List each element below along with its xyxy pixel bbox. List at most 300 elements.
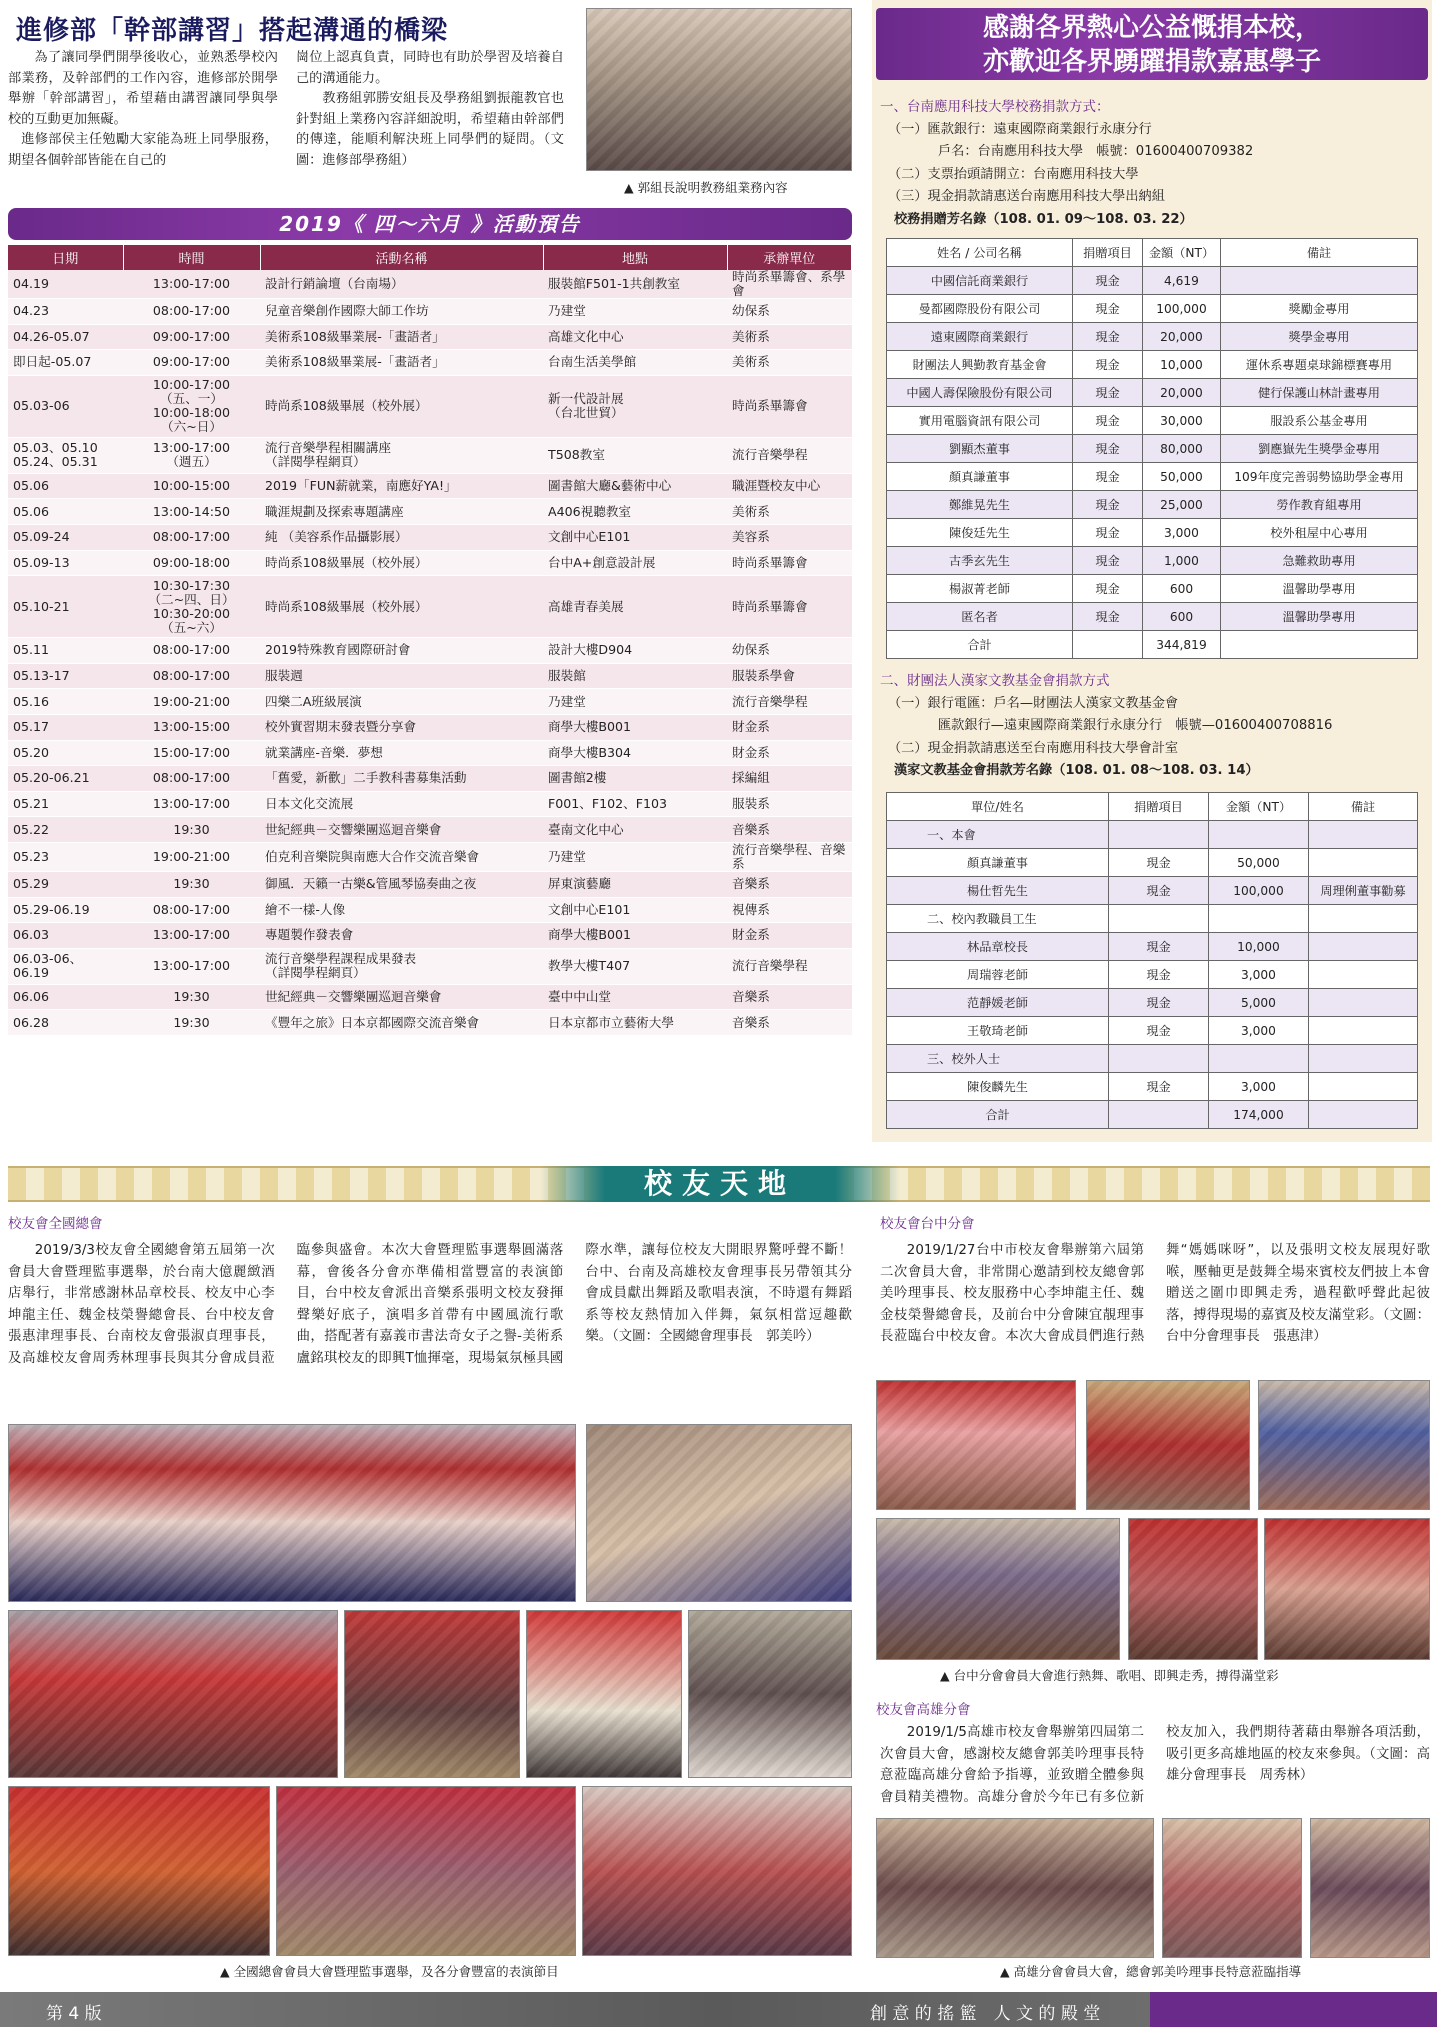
taichung-photo-4 — [876, 1518, 1120, 1660]
table-row — [8, 714, 852, 740]
activity-header: 承辦單位 — [727, 245, 852, 270]
activity-cell: 屏東演藝廳 — [543, 871, 727, 897]
activity-cell: 08:00-17:00 — [123, 897, 260, 923]
national-photo-1 — [8, 1424, 576, 1602]
activity-cell: 音樂系 — [727, 984, 852, 1010]
activity-cell: 05.09-13 — [8, 550, 123, 576]
donation-cell: 174,000 — [1209, 1101, 1309, 1129]
info-line: 戶名：台南應用科技大學 帳號：01600400709382 — [938, 144, 1254, 159]
activity-cell: 13:00-17:00 — [123, 948, 260, 984]
taichung-photo-3 — [1258, 1380, 1430, 1510]
donation-cell — [1209, 1045, 1309, 1073]
activity-cell: 05.22 — [8, 817, 123, 843]
activity-cell: 2019特殊教育國際研討會 — [260, 638, 543, 664]
donation-cell: 中國信託商業銀行 — [887, 267, 1073, 295]
donation-cell: 勞作教育組專用 — [1221, 491, 1418, 519]
donation-cell: 現金 — [1109, 961, 1209, 989]
activity-cell: 世紀經典－交響樂團巡迴音樂會 — [260, 984, 543, 1010]
donation-cell: 80,000 — [1143, 435, 1221, 463]
table-row — [8, 984, 852, 1010]
activity-cell: 高雄青春美展 — [543, 576, 727, 638]
donation-cell: 現金 — [1073, 575, 1143, 603]
activity-cell: 日本文化交流展 — [260, 791, 543, 817]
footer-slogan: 創 意 的 搖 籃 人 文 的 殿 堂 — [870, 2004, 1101, 2024]
footer-accent — [1150, 1992, 1437, 2027]
activity-cell: 視傳系 — [727, 897, 852, 923]
lecture-photo — [586, 8, 852, 171]
donation-cell: 楊淑菁老師 — [887, 575, 1073, 603]
donation-cell: 財團法人興勤教育基金會 — [887, 351, 1073, 379]
activity-cell: 10:00-15:00 — [123, 473, 260, 499]
activity-cell: 19:00-21:00 — [123, 842, 260, 871]
activity-header: 活動名稱 — [260, 245, 543, 270]
donation-cell: 遠東國際商業銀行 — [887, 323, 1073, 351]
activity-cell: 美容系 — [727, 524, 852, 550]
activity-cell: 教學大樓T407 — [543, 948, 727, 984]
donation-cell — [1109, 821, 1209, 849]
activity-cell: 時尚系畢籌會 — [727, 550, 852, 576]
donation-cell — [1221, 631, 1418, 659]
activity-cell: 音樂系 — [727, 1010, 852, 1036]
donation-cell: 現金 — [1109, 1017, 1209, 1045]
table-row — [887, 961, 1418, 989]
activity-banner: 2019《 四～六月 》活動預告 — [8, 208, 852, 240]
donation-cell — [1309, 1045, 1418, 1073]
activity-cell: 05.06 — [8, 499, 123, 525]
donation-cell: 20,000 — [1143, 323, 1221, 351]
table-row — [887, 575, 1418, 603]
national-photo-4 — [344, 1610, 520, 1778]
table-row — [8, 948, 852, 984]
activity-cell: 09:00-18:00 — [123, 550, 260, 576]
activity-cell: 御風．天籟一古樂&管風琴協奏曲之夜 — [260, 871, 543, 897]
table-row — [887, 821, 1418, 849]
taichung-caption: ▲ 台中分會會員大會進行熱舞、歌唱、即興走秀，搏得滿堂彩 — [940, 1668, 1279, 1683]
donation-cell — [1309, 821, 1418, 849]
donation-cell: 溫馨助學專用 — [1221, 603, 1418, 631]
activity-cell: 時尚系108級畢展（校外展） — [260, 375, 543, 437]
national-photo-7 — [8, 1786, 270, 1956]
table-row — [887, 407, 1418, 435]
activity-cell: 兒童音樂創作國際大師工作坊 — [260, 299, 543, 325]
donation-cell — [1309, 933, 1418, 961]
activity-cell: 文創中心E101 — [543, 524, 727, 550]
activity-cell: 15:00-17:00 — [123, 740, 260, 766]
taichung-photo-5 — [1128, 1518, 1258, 1660]
donation-cell: 周瑞蓉老師 — [887, 961, 1109, 989]
donation-cell: 健行保護山林計畫專用 — [1221, 379, 1418, 407]
donation-cell: 1,000 — [1143, 547, 1221, 575]
table-row — [8, 766, 852, 792]
donation-cell: 溫馨助學專用 — [1221, 575, 1418, 603]
banner-line: 亦歡迎各界踴躍捐款嘉惠學子 — [982, 47, 1321, 77]
activity-cell: 05.29-06.19 — [8, 897, 123, 923]
table-row — [887, 491, 1418, 519]
table-row — [8, 923, 852, 949]
activity-cell: 專題製作發表會 — [260, 923, 543, 949]
article-title: 進修部「幹部講習」搭起溝通的橋梁 — [16, 16, 449, 46]
activity-cell: 乃建堂 — [543, 689, 727, 715]
activity-cell: 日本京都市立藝術大學 — [543, 1010, 727, 1036]
activity-cell: 13:00-17:00 — [123, 791, 260, 817]
donation-header: 姓名 / 公司名稱 — [887, 239, 1073, 267]
national-caption: ▲ 全國總會會員大會暨理監事選舉，及各分會豐富的表演節目 — [220, 1964, 559, 1979]
activity-cell: 06.28 — [8, 1010, 123, 1036]
activity-cell: 05.21 — [8, 791, 123, 817]
donation-cell: 600 — [1143, 603, 1221, 631]
activity-cell: 高雄文化中心 — [543, 324, 727, 350]
activity-cell: 19:30 — [123, 817, 260, 843]
donation-cell: 校外租屋中心專用 — [1221, 519, 1418, 547]
donation-cell — [1309, 1073, 1418, 1101]
table-row — [887, 267, 1418, 295]
donation-cell: 30,000 — [1143, 407, 1221, 435]
donation-cell: 現金 — [1109, 1073, 1209, 1101]
activity-cell: 13:00-17:00 （週五） — [123, 437, 260, 473]
donation-section2 — [880, 670, 1425, 783]
activity-cell: 職涯規劃及探索專題講座 — [260, 499, 543, 525]
activity-cell: 美術系 — [727, 499, 852, 525]
activity-cell: 06.06 — [8, 984, 123, 1010]
activity-cell: 04.19 — [8, 270, 123, 299]
donation-cell: 109年度完善弱勢協助學金專用 — [1221, 463, 1418, 491]
activity-cell: F001、F102、F103 — [543, 791, 727, 817]
donation-cell: 二、校內教職員工生 — [887, 905, 1109, 933]
taichung-text — [880, 1240, 1430, 1374]
activity-cell: 設計行銷論壇（台南場） — [260, 270, 543, 299]
kaohsiung-paragraph: 2019/1/5高雄市校友會舉辦第四屆第二次會員大會，感謝校友總會郭美吟理事長特意蒞臨高雄分會給予指導，並致贈全體參與會員精美禮物。高雄分會於今年已有多位新校友加入，我們期待著藉由舉辦各項活動，吸引更多高雄地區的校友來參與。（文圖：高雄分會理事長 周秀林） — [880, 1725, 1430, 1805]
activity-header: 日期 — [8, 245, 123, 270]
donation-cell: 古季玄先生 — [887, 547, 1073, 575]
article-col2: 崗位上認真負責，同時也有助於學習及培養自己的溝通能力。 教務組郭勝安組長及學務組劉振龍教官也針對組上業務內容詳細說明，希望藉由幹部們的傳達，能順利解決班上同學們的疑問。（文圖：進修部學務組） — [296, 48, 564, 171]
table-row — [8, 350, 852, 376]
donation-cell: 鄭維晃先生 — [887, 491, 1073, 519]
donation-cell: 范靜媛老師 — [887, 989, 1109, 1017]
donation-cell: 50,000 — [1209, 849, 1309, 877]
activity-cell: 10:30-17:30 （二~四、日） 10:30-20:00 （五~六） — [123, 576, 260, 638]
activity-cell: 職涯暨校友中心 — [727, 473, 852, 499]
activity-cell: 05.09-24 — [8, 524, 123, 550]
national-photo-3 — [8, 1610, 338, 1778]
donation-cell: 100,000 — [1209, 877, 1309, 905]
activity-cell: 美術系108級畢業展-「畫語者」 — [260, 350, 543, 376]
national-photo-8 — [276, 1786, 576, 1956]
activity-header: 時間 — [123, 245, 260, 270]
activity-cell: 08:00-17:00 — [123, 663, 260, 689]
national-photo-2 — [586, 1424, 852, 1602]
donation-cell: 10,000 — [1143, 351, 1221, 379]
table-row — [887, 1101, 1418, 1129]
donation-cell: 陳俊廷先生 — [887, 519, 1073, 547]
alumni-banner-title: 校友天地 — [540, 1166, 900, 1202]
activity-cell: 服裝系學會 — [727, 663, 852, 689]
table-row — [887, 323, 1418, 351]
table-row — [8, 871, 852, 897]
activity-cell: 09:00-17:00 — [123, 324, 260, 350]
activity-cell: 08:00-17:00 — [123, 299, 260, 325]
table-row — [8, 791, 852, 817]
activity-cell: 05.10-21 — [8, 576, 123, 638]
donation-header: 金額（NT） — [1209, 793, 1309, 821]
table-row — [887, 1017, 1418, 1045]
donation-cell — [1309, 1101, 1418, 1129]
table-row — [8, 524, 852, 550]
donation-header: 備註 — [1221, 239, 1418, 267]
donation-cell: 3,000 — [1143, 519, 1221, 547]
info-line: （一）銀行電匯：戶名—財團法人漢家文教基金會 — [888, 695, 1179, 711]
donation-cell: 100,000 — [1143, 295, 1221, 323]
national-photo-9 — [582, 1786, 852, 1956]
table-row — [887, 435, 1418, 463]
info-line: （二）支票抬頭請開立：台南應用科技大學 — [888, 166, 1139, 182]
table-row — [887, 631, 1418, 659]
donation-cell: 獎勵金專用 — [1221, 295, 1418, 323]
activity-cell: 美術系 — [727, 324, 852, 350]
activity-cell: 19:30 — [123, 1010, 260, 1036]
activity-cell: 13:00-17:00 — [123, 923, 260, 949]
activity-cell: 流行音樂學程、音樂系 — [727, 842, 852, 871]
activity-cell: 06.03 — [8, 923, 123, 949]
activity-header: 地點 — [543, 245, 727, 270]
activity-cell: A406視聽教室 — [543, 499, 727, 525]
donation-cell — [1221, 267, 1418, 295]
table-row — [8, 576, 852, 638]
activity-cell: 財金系 — [727, 714, 852, 740]
donation-cell — [1109, 1045, 1209, 1073]
donation-section1 — [880, 96, 1425, 231]
donation-cell — [1309, 849, 1418, 877]
donation-cell: 中國人壽保險股份有限公司 — [887, 379, 1073, 407]
national-text — [8, 1240, 852, 1422]
donation-cell: 現金 — [1109, 849, 1209, 877]
activity-cell: 08:00-17:00 — [123, 524, 260, 550]
donation-cell: 5,000 — [1209, 989, 1309, 1017]
table-row — [887, 989, 1418, 1017]
taichung-photo-6 — [1264, 1518, 1430, 1660]
table-row — [8, 375, 852, 437]
donation-cell: 三、校外人士 — [887, 1045, 1109, 1073]
donation-cell: 50,000 — [1143, 463, 1221, 491]
table-row — [887, 379, 1418, 407]
activity-cell: 世紀經典－交響樂團巡迴音樂會 — [260, 817, 543, 843]
donation-cell: 現金 — [1109, 877, 1209, 905]
table-row — [8, 550, 852, 576]
donation-cell: 現金 — [1073, 379, 1143, 407]
activity-cell: 財金系 — [727, 740, 852, 766]
table-row — [887, 295, 1418, 323]
donation-cell: 現金 — [1073, 491, 1143, 519]
donation-cell: 3,000 — [1209, 961, 1309, 989]
table-row — [887, 603, 1418, 631]
donation-cell: 現金 — [1073, 463, 1143, 491]
table-row — [8, 473, 852, 499]
activity-cell: 06.03-06、 06.19 — [8, 948, 123, 984]
donation-cell — [1109, 1101, 1209, 1129]
activity-cell: 05.03、05.10 05.24、05.31 — [8, 437, 123, 473]
activity-cell: 流行音樂學程課程成果發表 （詳閱學程網頁） — [260, 948, 543, 984]
activity-cell: 服裝館F501-1共創教室 — [543, 270, 727, 299]
donation-table1-wrap — [886, 238, 1418, 659]
activity-cell: 05.11 — [8, 638, 123, 664]
activity-cell: 05.17 — [8, 714, 123, 740]
donation-cell: 現金 — [1109, 989, 1209, 1017]
activity-cell: 幼保系 — [727, 638, 852, 664]
activity-cell: 台南生活美學館 — [543, 350, 727, 376]
page-number: 第 4 版 — [46, 2004, 102, 2024]
activity-cell: 19:30 — [123, 871, 260, 897]
activity-cell: 19:00-21:00 — [123, 689, 260, 715]
activity-cell: 時尚系畢籌會、系學會 — [727, 270, 852, 299]
activity-cell: 05.20 — [8, 740, 123, 766]
activity-cell: 流行音樂學程 — [727, 948, 852, 984]
activity-cell: 服裝週 — [260, 663, 543, 689]
activity-cell: 乃建堂 — [543, 299, 727, 325]
donation-cell: 現金 — [1073, 407, 1143, 435]
donation-header: 備註 — [1309, 793, 1418, 821]
activity-cell: 《豐年之旅》日本京都國際交流音樂會 — [260, 1010, 543, 1036]
article-col1: 為了讓同學們開學後收心，並熟悉學校內部業務，及幹部們的工作內容，進修部於開學舉辦「幹部講習」，希望藉由講習讓同學與學校的互動更加無礙。 進修部侯主任勉勵大家能為班上同學服務，期望各個幹部皆能在自己的 — [8, 50, 278, 168]
activity-cell: 新一代設計展 （台北世貿） — [543, 375, 727, 437]
activity-cell: 04.23 — [8, 299, 123, 325]
table-row — [8, 689, 852, 715]
donation-cell: 20,000 — [1143, 379, 1221, 407]
activity-cell: 音樂系 — [727, 817, 852, 843]
activity-cell: 採編組 — [727, 766, 852, 792]
donation-cell: 急難救助專用 — [1221, 547, 1418, 575]
activity-cell: 圖書館2樓 — [543, 766, 727, 792]
donation-cell: 劉應嶽先生獎學金專用 — [1221, 435, 1418, 463]
activity-cell: 05.13-17 — [8, 663, 123, 689]
table-row — [887, 905, 1418, 933]
activity-cell: 就業講座-音樂．夢想 — [260, 740, 543, 766]
donation-cell — [1309, 905, 1418, 933]
activity-cell: 臺南文化中心 — [543, 817, 727, 843]
activity-cell: 2019「FUN薪就業，南應好YA!」 — [260, 473, 543, 499]
donation-cell: 實用電腦資訊有限公司 — [887, 407, 1073, 435]
activity-cell: 流行音樂學程 — [727, 437, 852, 473]
donation-cell — [1309, 989, 1418, 1017]
activity-cell: 05.20-06.21 — [8, 766, 123, 792]
donation-cell: 600 — [1143, 575, 1221, 603]
table-row — [8, 817, 852, 843]
activity-cell: 美術系108級畢業展-「畫語者」 — [260, 324, 543, 350]
table-row — [887, 933, 1418, 961]
donation-cell: 3,000 — [1209, 1017, 1309, 1045]
donation-cell: 現金 — [1073, 435, 1143, 463]
table-row — [8, 299, 852, 325]
info-line: （一）匯款銀行：遠東國際商業銀行永康分行 — [888, 121, 1152, 137]
table-row — [8, 663, 852, 689]
table-row — [8, 897, 852, 923]
activity-cell: 財金系 — [727, 923, 852, 949]
donation-cell — [1309, 961, 1418, 989]
activity-cell: 四樂二A班級展演 — [260, 689, 543, 715]
table-row — [887, 849, 1418, 877]
donation-header: 捐贈項目 — [1109, 793, 1209, 821]
donation-cell: 林品章校長 — [887, 933, 1109, 961]
donation-cell: 4,619 — [1143, 267, 1221, 295]
activity-cell: 圖書館大廳&藝術中心 — [543, 473, 727, 499]
activity-cell: 乃建堂 — [543, 842, 727, 871]
donation-cell: 獎學金專用 — [1221, 323, 1418, 351]
donation-header: 單位/姓名 — [887, 793, 1109, 821]
section-title: 二、財團法人漢家文教基金會捐款方式 — [880, 673, 1110, 689]
donation-header: 金額（NT） — [1143, 239, 1221, 267]
activity-cell: 商學大樓B001 — [543, 714, 727, 740]
taichung-photo-2 — [1086, 1380, 1250, 1510]
activity-cell: 「舊愛，新歡」二手教科書募集活動 — [260, 766, 543, 792]
table-row — [8, 499, 852, 525]
donation-cell: 現金 — [1073, 603, 1143, 631]
activity-cell: 伯克利音樂院與南應大合作交流音樂會 — [260, 842, 543, 871]
donation-cell: 曼都國際股份有限公司 — [887, 295, 1073, 323]
donation-cell — [1073, 631, 1143, 659]
activity-cell: 08:00-17:00 — [123, 638, 260, 664]
table-row — [8, 842, 852, 871]
info-line: （三）現金捐款請惠送台南應用科技大學出納組 — [888, 189, 1165, 204]
kaohsiung-photo-1 — [876, 1818, 1154, 1958]
activity-cell: 純 （美容系作品攝影展） — [260, 524, 543, 550]
section-title: 一、台南應用科技大學校務捐款方式： — [880, 99, 1110, 115]
activity-table-wrap — [8, 245, 852, 1036]
donation-cell: 3,000 — [1209, 1073, 1309, 1101]
table-row — [887, 877, 1418, 905]
activity-cell: 時尚系畢籌會 — [727, 375, 852, 437]
donation-banner — [876, 8, 1428, 80]
donation-cell: 現金 — [1073, 323, 1143, 351]
activity-cell: 時尚系108級畢展（校外展） — [260, 576, 543, 638]
table-row — [887, 1073, 1418, 1101]
donation-cell: 現金 — [1073, 519, 1143, 547]
donation-cell: 10,000 — [1209, 933, 1309, 961]
donation-cell: 運休系專題桌球錦標賽專用 — [1221, 351, 1418, 379]
activity-cell: 服裝系 — [727, 791, 852, 817]
activity-cell: 05.29 — [8, 871, 123, 897]
activity-cell: 05.23 — [8, 842, 123, 871]
donation-cell: 一、本會 — [887, 821, 1109, 849]
article-paragraph: 教務組郭勝安組長及學務組劉振龍教官也針對組上業務內容詳細說明，希望藉由幹部們的傳達，能順利解決班上同學們的疑問。（文圖：進修部學務組） — [296, 91, 564, 168]
national-photo-6 — [688, 1610, 852, 1778]
activity-cell: 時尚系108級畢展（校外展） — [260, 550, 543, 576]
national-title: 校友會全國總會 — [8, 1216, 103, 1232]
activity-cell: 校外實習期末發表暨分享會 — [260, 714, 543, 740]
activity-cell: 音樂系 — [727, 871, 852, 897]
banner-line: 感謝各界熱心公益慨捐本校， — [982, 13, 1321, 43]
table-row — [8, 324, 852, 350]
donation-cell: 顏真謙董事 — [887, 849, 1109, 877]
article-paragraph: 為了讓同學們開學後收心，並熟悉學校內部業務，及幹部們的工作內容，進修部於開學舉辦「幹部講習」，希望藉由講習讓同學與學校的互動更加無礙。 — [8, 50, 278, 127]
table-row — [8, 740, 852, 766]
activity-table — [8, 245, 852, 1036]
activity-cell: 10:00-17:00 （五、一） 10:00-18:00 （六~日） — [123, 375, 260, 437]
donation-cell: 顏真謙董事 — [887, 463, 1073, 491]
activity-cell: 13:00-17:00 — [123, 270, 260, 299]
donation-header: 捐贈項目 — [1073, 239, 1143, 267]
table-row — [8, 1010, 852, 1036]
donation-cell: 現金 — [1073, 295, 1143, 323]
activity-cell: 幼保系 — [727, 299, 852, 325]
activity-cell: 13:00-15:00 — [123, 714, 260, 740]
donation-cell: 現金 — [1109, 933, 1209, 961]
activity-cell: 13:00-14:50 — [123, 499, 260, 525]
donation-cell — [1209, 905, 1309, 933]
table-title: 校務捐贈芳名錄（108. 01. 09～108. 03. 22） — [894, 211, 1193, 227]
donation-cell — [1109, 905, 1209, 933]
donation-cell: 服設系公基金專用 — [1221, 407, 1418, 435]
donation-cell: 25,000 — [1143, 491, 1221, 519]
donation-cell: 合計 — [887, 631, 1073, 659]
activity-cell: 商學大樓B001 — [543, 923, 727, 949]
